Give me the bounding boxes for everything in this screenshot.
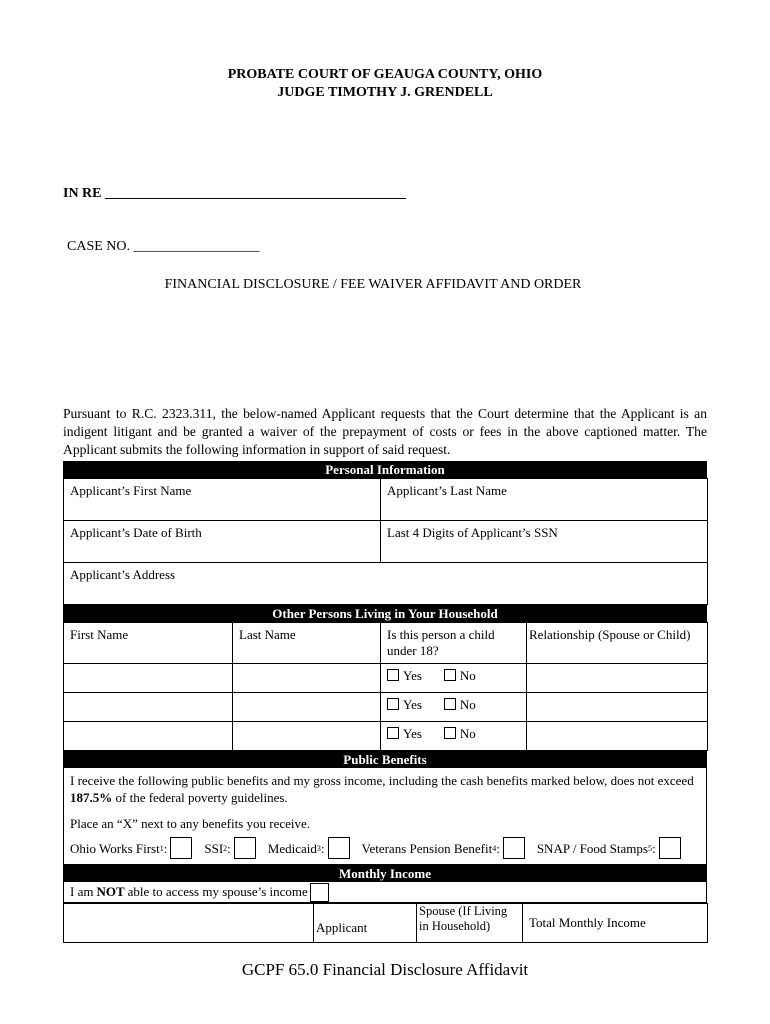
court-header <box>0 66 770 102</box>
household-col-relationship: Relationship (Spouse or Child) <box>527 623 708 664</box>
spouse-income-checkbox[interactable] <box>310 883 329 902</box>
ohio-works-first-label: Ohio Works First <box>70 840 160 856</box>
no-label: No <box>459 668 476 683</box>
household-relationship-cell[interactable] <box>527 693 708 722</box>
judge-name: JUDGE TIMOTHY J. GRENDELL <box>277 85 493 100</box>
form-body <box>63 461 707 943</box>
household-row <box>64 693 708 722</box>
ohio-works-first-item: Ohio Works First 1 : <box>70 837 192 859</box>
intro-paragraph: Pursuant to R.C. 2323.311, the below-named Applicant requests that the Court determine that the Applicant is an indigent litigant and be granted a waiver of the prepayment of costs or fees in the above captioned matter. The Applicant submits the following information in support of said request. <box>63 406 707 457</box>
snap-item: SNAP / Food Stamps 5 : <box>537 837 681 859</box>
benefits-statement <box>70 772 700 806</box>
no-checkbox[interactable] <box>444 727 456 739</box>
household-first-name-cell[interactable] <box>64 722 233 751</box>
ssi-item: SSI 2 : <box>204 837 255 859</box>
ohio-works-first-checkbox[interactable] <box>170 837 192 859</box>
household-last-name-cell[interactable] <box>233 722 381 751</box>
footnote-marker: 1 <box>159 843 164 853</box>
public-benefits-section <box>63 768 707 865</box>
court-name: PROBATE COURT OF GEAUGA COUNTY, OHIO <box>227 67 543 82</box>
no-label: No <box>459 726 476 741</box>
form-title: FINANCIAL DISCLOSURE / FEE WAIVER AFFIDAVIT AND ORDER <box>164 277 582 292</box>
household-first-name-cell[interactable] <box>64 693 233 722</box>
household-last-name-cell[interactable] <box>233 664 381 693</box>
income-blank-header <box>64 904 314 943</box>
applicant-dob-field[interactable]: Applicant’s Date of Birth <box>64 521 381 563</box>
veterans-pension-item: Veterans Pension Benefit 4 : <box>362 837 525 859</box>
income-col-total: Total Monthly Income <box>523 904 708 943</box>
household-relationship-cell[interactable] <box>527 722 708 751</box>
personal-information-table <box>63 478 708 605</box>
veterans-pension-label: Veterans Pension Benefit <box>361 840 493 856</box>
ssi-checkbox[interactable] <box>234 837 256 859</box>
household-relationship-cell[interactable] <box>527 664 708 693</box>
footnote-marker: 4 <box>492 843 497 853</box>
benefits-statement-text: I receive the following public benefits and my gross income, including the cash benefits marked below, does not exceed <box>70 773 694 788</box>
income-col-applicant: Applicant <box>314 904 417 943</box>
household-col-child: Is this person a child under 18? <box>381 623 527 664</box>
snap-checkbox[interactable] <box>659 837 681 859</box>
yes-label: Yes <box>403 668 422 683</box>
ssi-label: SSI <box>204 840 224 856</box>
benefits-instruction: Place an “X” next to any benefits you receive. <box>70 816 311 831</box>
household-col-first-name: First Name <box>64 623 233 664</box>
no-checkbox[interactable] <box>444 698 456 710</box>
applicant-first-name-field[interactable]: Applicant’s First Name <box>64 479 381 521</box>
public-benefits-heading: Public Benefits <box>63 751 707 768</box>
footnote-marker: 5 <box>647 843 652 853</box>
no-label: No <box>459 697 476 712</box>
household-heading: Other Persons Living in Your Household <box>63 605 707 622</box>
yes-checkbox[interactable] <box>387 727 399 739</box>
yes-checkbox[interactable] <box>387 669 399 681</box>
monthly-income-heading: Monthly Income <box>63 865 707 882</box>
household-row <box>64 722 708 751</box>
poverty-percentage: 187.5% <box>70 790 113 805</box>
footnote-marker: 2 <box>223 843 228 853</box>
household-table <box>63 622 708 751</box>
yes-checkbox[interactable] <box>387 698 399 710</box>
no-checkbox[interactable] <box>444 669 456 681</box>
child-under-18-choice <box>381 693 527 722</box>
medicaid-checkbox[interactable] <box>328 837 350 859</box>
household-col-last-name: Last Name <box>233 623 381 664</box>
personal-information-heading: Personal Information <box>63 461 707 478</box>
child-under-18-choice <box>381 722 527 751</box>
yes-label: Yes <box>403 726 422 741</box>
snap-label: SNAP / Food Stamps <box>536 840 648 856</box>
applicant-ssn-field[interactable]: Last 4 Digits of Applicant’s SSN <box>381 521 708 563</box>
case-number-line[interactable]: CASE NO. __________________ <box>67 239 260 254</box>
medicaid-label: Medicaid <box>267 840 317 856</box>
yes-label: Yes <box>403 697 422 712</box>
not-emphasis: NOT <box>96 884 125 899</box>
spouse-income-access-line <box>63 882 707 903</box>
income-col-spouse: Spouse (If Living in Household) <box>417 904 523 943</box>
footnote-marker: 3 <box>316 843 321 853</box>
spouse-income-text: I am <box>70 884 94 899</box>
household-first-name-cell[interactable] <box>64 664 233 693</box>
spouse-income-text-end: able to access my spouse’s income <box>127 884 308 899</box>
monthly-income-table <box>63 903 708 943</box>
benefits-checkbox-row <box>70 837 700 859</box>
benefits-statement-end: of the federal poverty guidelines. <box>112 790 288 805</box>
household-row <box>64 664 708 693</box>
form-footer: GCPF 65.0 Financial Disclosure Affidavit <box>241 960 529 979</box>
applicant-last-name-field[interactable]: Applicant’s Last Name <box>381 479 708 521</box>
child-under-18-choice <box>381 664 527 693</box>
medicaid-item: Medicaid 3 : <box>268 837 350 859</box>
applicant-address-field[interactable]: Applicant’s Address <box>64 563 708 605</box>
in-re-line[interactable]: IN RE ___________________________________________ <box>63 186 407 201</box>
veterans-pension-checkbox[interactable] <box>503 837 525 859</box>
household-last-name-cell[interactable] <box>233 693 381 722</box>
